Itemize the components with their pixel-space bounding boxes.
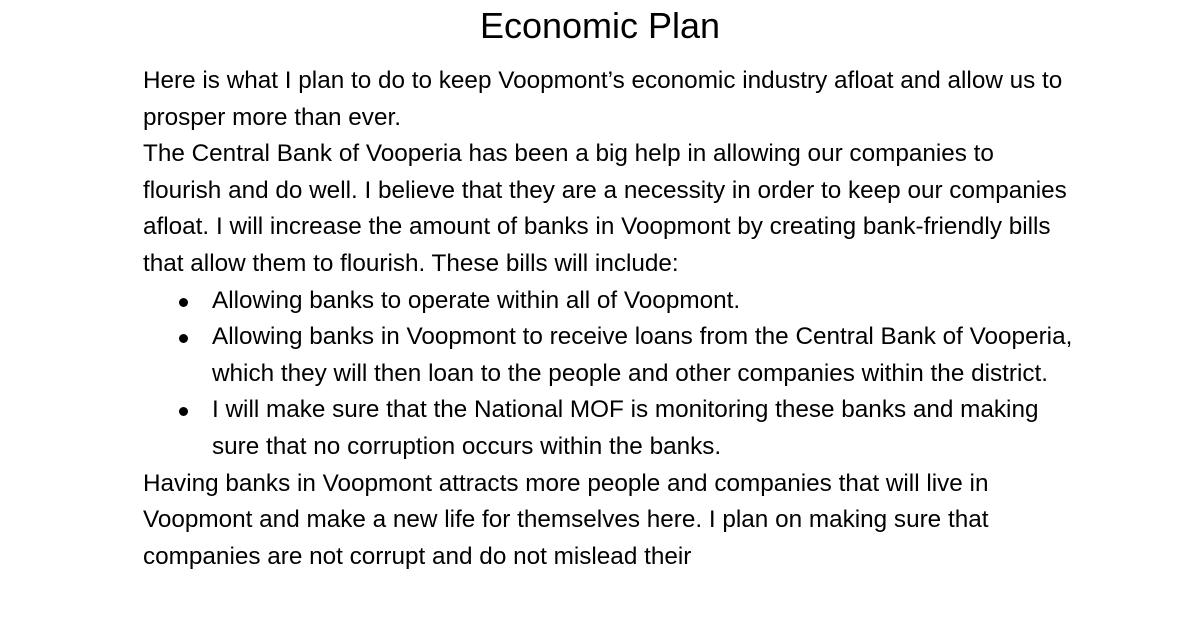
list-item (143, 319, 1073, 392)
list-item-text: Allowing banks in Voopmont to receive loans from the Central Bank of Vooperia, which they will then loan to the people and other companies within the district. (212, 323, 1073, 387)
list-item (143, 392, 1073, 465)
intro-paragraph: Here is what I plan to do to keep Voopmont’s economic industry afloat and allow us to prosper more than ever. (143, 67, 1063, 131)
bullet-icon (179, 298, 188, 307)
document-title: Economic Plan (479, 5, 721, 46)
central-bank-paragraph: The Central Bank of Vooperia has been a big help in allowing our companies to flourish and do well. I believe that they are a necessity in order to keep our companies afloat. I will increase the amount of banks in Voopmont by creating bank-friendly bills that allow them to flourish. These bills will include: (143, 140, 1067, 277)
closing-paragraph: Having banks in Voopmont attracts more people and companies that will live in Voopmont and make a new life for themselves here. I plan on making sure that companies are not corrupt and do not mislead their (143, 469, 989, 570)
list-item-text: Allowing banks to operate within all of Voopmont. (212, 286, 741, 314)
list-item (143, 283, 1073, 320)
bills-list (143, 283, 1073, 466)
bullet-icon (179, 407, 188, 416)
bullet-icon (179, 334, 188, 343)
document-body (143, 63, 1073, 575)
list-item-text: I will make sure that the National MOF is monitoring these banks and making sure that no corruption occurs within the banks. (212, 396, 1039, 460)
